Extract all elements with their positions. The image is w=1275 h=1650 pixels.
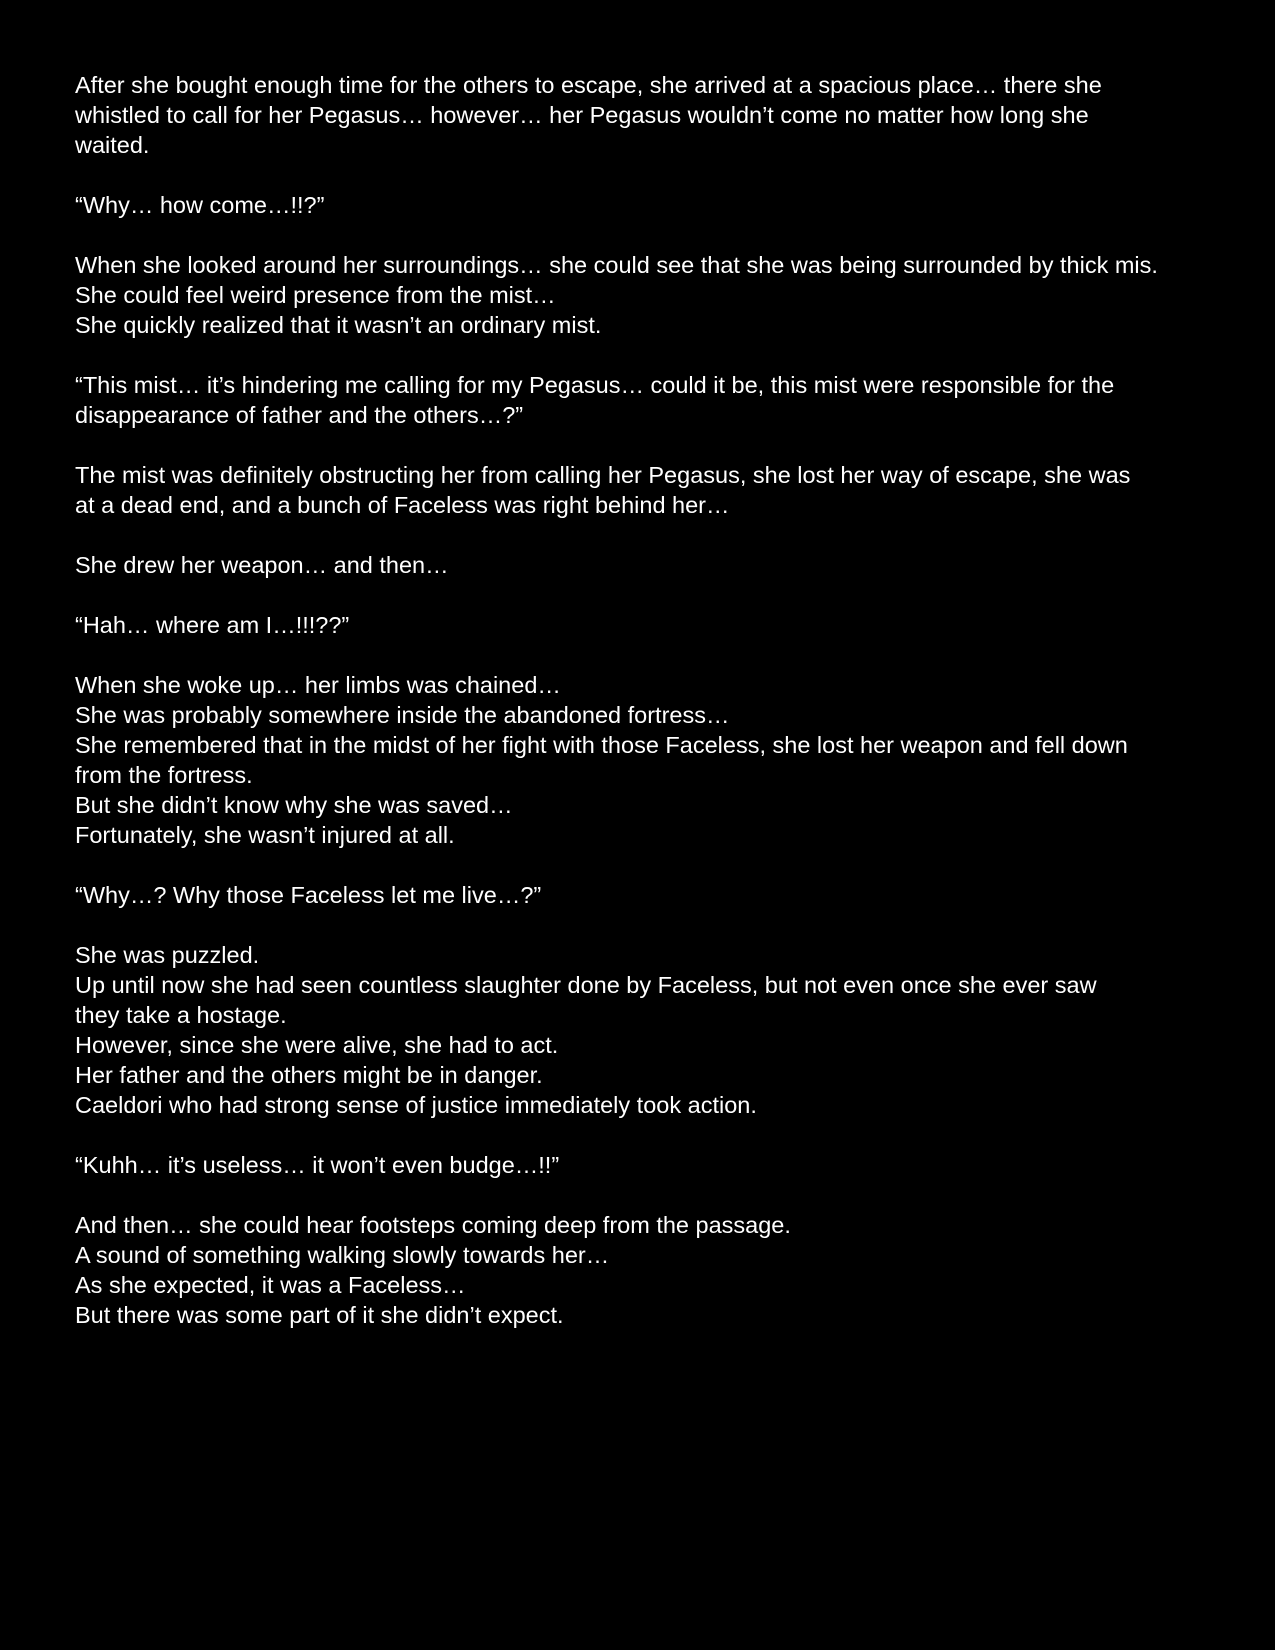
text-line: Fortunately, she wasn’t injured at all. (75, 822, 455, 848)
paragraph (75, 70, 1235, 160)
text-line: She was probably somewhere inside the abandoned fortress… (75, 702, 730, 728)
paragraph (75, 460, 1235, 520)
text-line: Her father and the others might be in danger. (75, 1062, 543, 1088)
text-line: And then… she could hear footsteps coming deep from the passage. (75, 1212, 791, 1238)
text-line: Up until now she had seen countless slaughter done by Faceless, but not even once she ever saw (75, 972, 1097, 998)
paragraph (75, 1150, 1235, 1180)
text-line: “Why… how come…!!?” (75, 192, 325, 218)
text-line: However, since she were alive, she had to act. (75, 1032, 559, 1058)
text-line: “Why…? Why those Faceless let me live…?” (75, 882, 542, 908)
paragraph (75, 370, 1235, 430)
text-line: She drew her weapon… and then… (75, 552, 449, 578)
paragraph (75, 880, 1235, 910)
paragraph (75, 250, 1235, 340)
story-text (75, 70, 1235, 1360)
text-line: The mist was definitely obstructing her from calling her Pegasus, she lost her way of escape, she was (75, 462, 1131, 488)
text-line: they take a hostage. (75, 1002, 287, 1028)
paragraph (75, 550, 1235, 580)
paragraph (75, 670, 1235, 850)
text-line: at a dead end, and a bunch of Faceless was right behind her… (75, 492, 730, 518)
text-line: from the fortress. (75, 762, 253, 788)
text-line: “Hah… where am I…!!!??” (75, 612, 350, 638)
text-line: She could feel weird presence from the mist… (75, 282, 556, 308)
text-line: waited. (75, 132, 150, 158)
paragraph (75, 610, 1235, 640)
text-line: As she expected, it was a Faceless… (75, 1272, 466, 1298)
text-line: After she bought enough time for the others to escape, she arrived at a spacious place… there she (75, 72, 1102, 98)
text-line: She quickly realized that it wasn’t an ordinary mist. (75, 312, 602, 338)
text-line: She remembered that in the midst of her fight with those Faceless, she lost her weapon and fell down (75, 732, 1128, 758)
text-line: disappearance of father and the others…?” (75, 402, 524, 428)
text-line: But she didn’t know why she was saved… (75, 792, 513, 818)
text-line: But there was some part of it she didn’t expect. (75, 1302, 564, 1328)
text-line: She was puzzled. (75, 942, 260, 968)
text-line: Caeldori who had strong sense of justice immediately took action. (75, 1092, 757, 1118)
text-line: “This mist… it’s hindering me calling for my Pegasus… could it be, this mist were responsible for the (75, 372, 1115, 398)
text-line: When she looked around her surroundings… she could see that she was being surrounded by thick mis. (75, 252, 1158, 278)
text-line: When she woke up… her limbs was chained… (75, 672, 561, 698)
paragraph (75, 1210, 1235, 1330)
paragraph (75, 940, 1235, 1120)
paragraph (75, 190, 1235, 220)
text-line: A sound of something walking slowly towards her… (75, 1242, 610, 1268)
text-line: whistled to call for her Pegasus… however… her Pegasus wouldn’t come no matter how long she (75, 102, 1089, 128)
text-line: “Kuhh… it’s useless… it won’t even budge…!!” (75, 1152, 560, 1178)
